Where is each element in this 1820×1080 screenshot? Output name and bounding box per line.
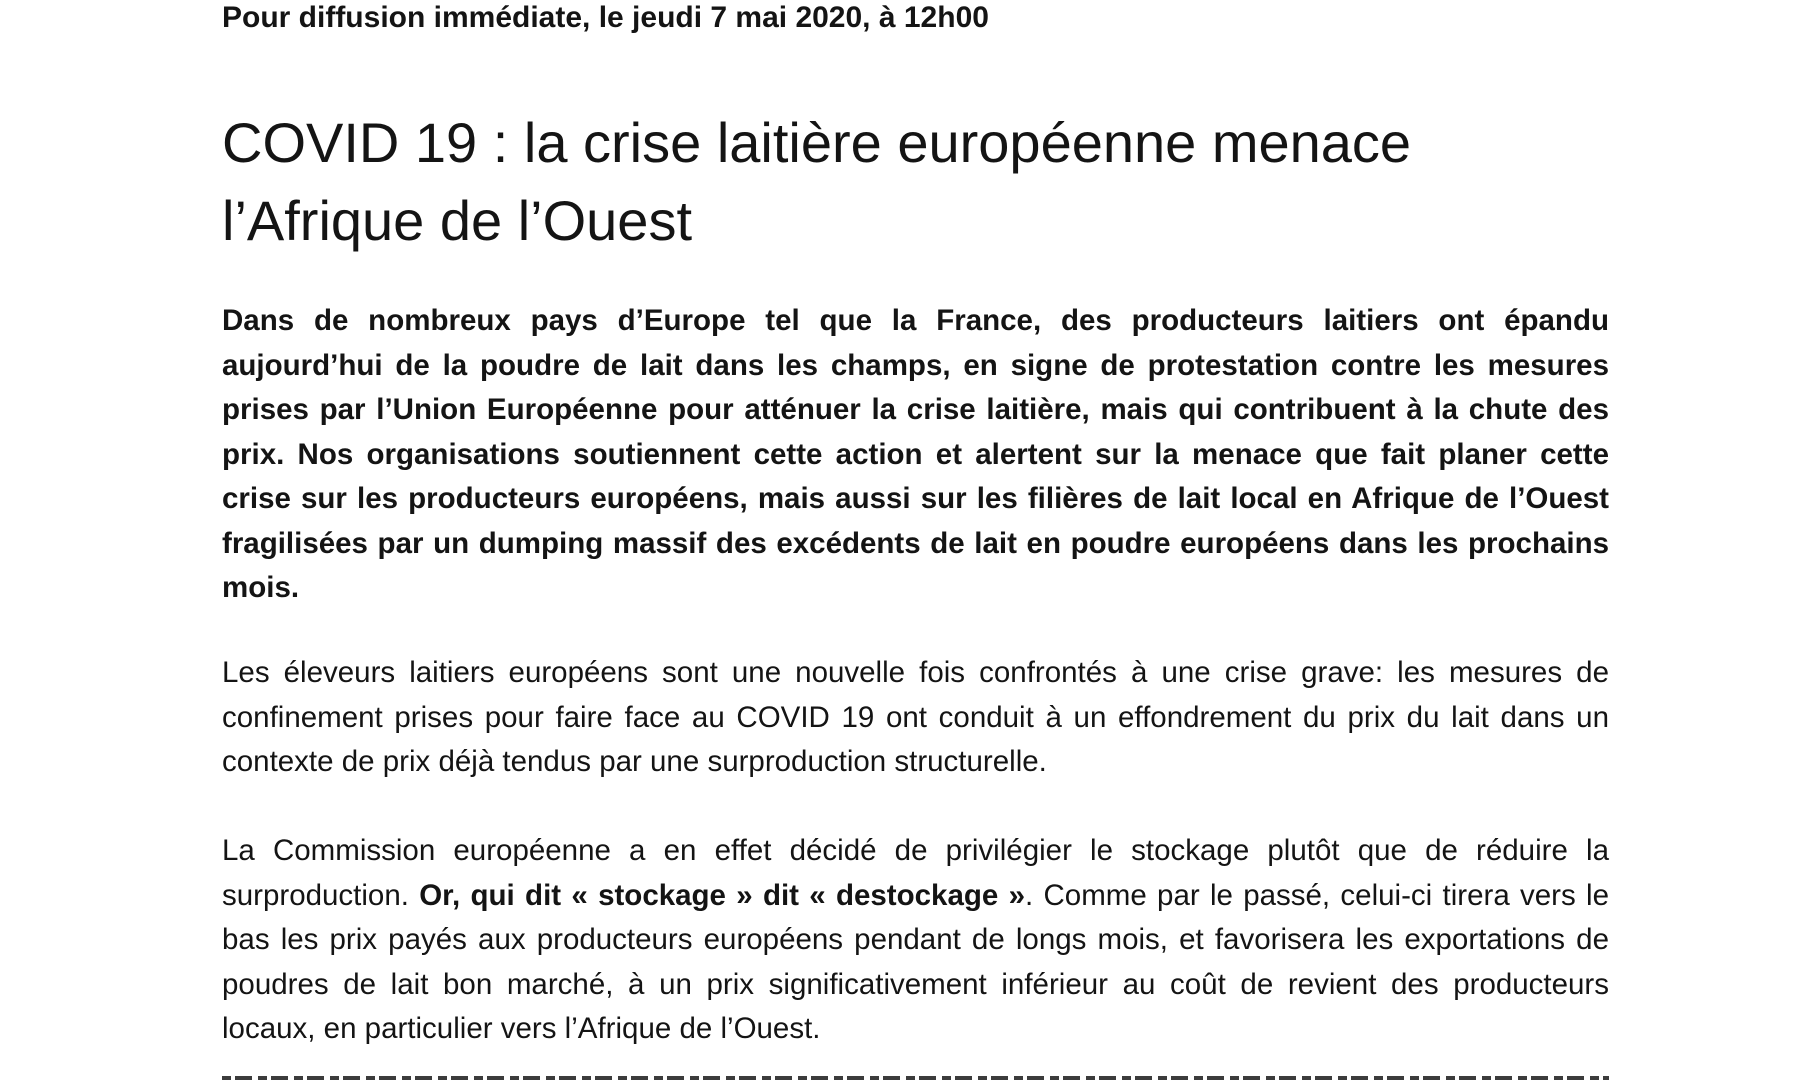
body-paragraph-2: [222, 829, 1609, 1052]
headline-line-2: l’Afrique de l’Ouest: [222, 189, 693, 252]
cut-off-text-fragment: [222, 1076, 1609, 1080]
paragraph-2-text-end: . Comme par le passé, celui-ci tirera vers le bas les prix payés aux producteurs européens pendant de longs mois, et favorisera les exportations de poudres de lait bon marché, à un prix significativement inférieur au coût de revient des producteurs locaux, en particulier vers l’Afrique de l’Ouest.: [222, 878, 1609, 1045]
paragraph-2-bold-text: Or, qui dit « stockage » dit « destockage »: [419, 878, 1025, 912]
headline: [222, 104, 1609, 260]
cut-off-next-line: [222, 1070, 1609, 1080]
release-dateline: Pour diffusion immédiate, le jeudi 7 mai 2020, à 12h00: [222, 1, 989, 34]
lead-paragraph: Dans de nombreux pays d’Europe tel que la France, des producteurs laitiers ont épandu aujourd’hui de la poudre de lait dans les champs, en signe de protestation contre les mesures prises par l’Union Européenne pour atténuer la crise laitière, mais qui contribuent à la chute des prix. Nos organisations soutiennent cette action et alertent sur la menace que fait planer cette crise sur les producteurs européens, mais aussi sur les filières de lait local en Afrique de l’Ouest fragilisées par un dumping massif des excédents de lait en poudre européens dans les prochains mois.: [222, 304, 1609, 604]
paragraph-2-text-start: La Commission européenne a en effet décidé de privilégier le stockage plutôt que de réduire la surproduction.: [222, 834, 1609, 912]
body-paragraph-1: Les éleveurs laitiers européens sont une nouvelle fois confrontés à une crise grave: les mesures de confinement prises pour faire face au COVID 19 ont conduit à un effondrement du prix du lait dans un contexte de prix déjà tendus par une surproduction structurelle.: [222, 656, 1609, 778]
headline-line-1: COVID 19 : la crise laitière européenne menace: [222, 111, 1412, 174]
